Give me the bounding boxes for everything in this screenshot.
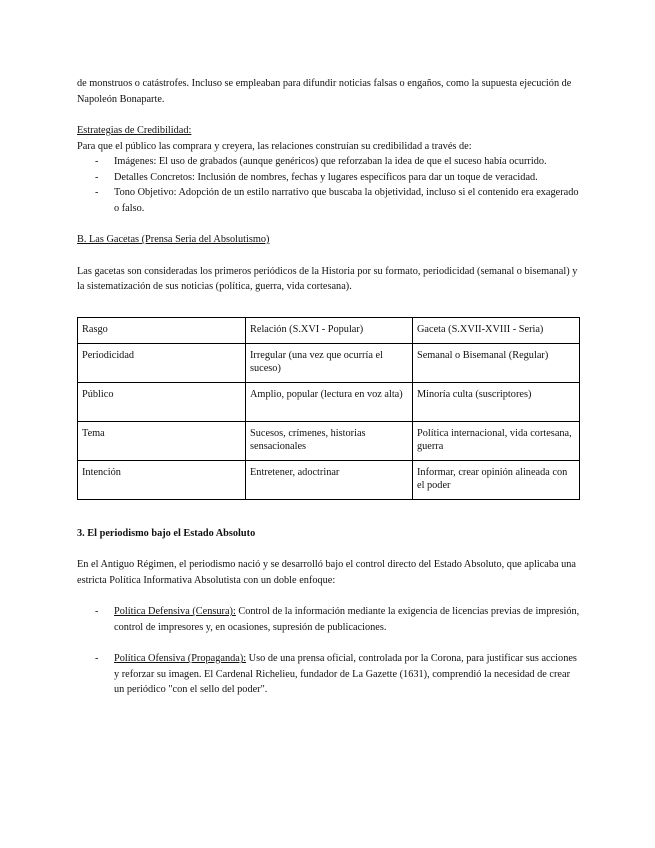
table-cell: Intención [78, 460, 246, 499]
list-item: - Política Ofensiva (Propaganda): Uso de una prensa oficial, controlada por la Corona, para justificar sus acciones y reforzar su imagen. El Cardenal Richelieu, fundador de La Gazette (1631), comprendió la necesidad de crear un periódico "con el sello del poder". [95, 653, 577, 695]
list-item: - Política Defensiva (Censura): Control de la información mediante la exigencia de licencias previas de impresión, control de impresores y, en ocasiones, supresión de publicaciones. [95, 606, 580, 633]
table-cell: Política internacional, vida cortesana, guerra [413, 421, 580, 460]
credibility-heading: Estrategias de Credibilidad: [77, 125, 192, 136]
table-cell: Entretener, adoctrinar [246, 460, 413, 499]
section-3-paragraph: En el Antiguo Régimen, el periodismo nació y se desarrolló bajo el control directo del Estado Absoluto, que aplicaba una estricta Política Informativa Absolutista con un doble enfoque: [77, 559, 576, 586]
table-header-cell: Gaceta (S.XVII-XVIII - Seria) [413, 317, 580, 343]
credibility-list [77, 154, 580, 216]
comparison-table [77, 317, 580, 500]
table-cell: Periodicidad [78, 343, 246, 382]
policy-list [77, 604, 580, 698]
table-header-row [78, 317, 580, 343]
table-row [78, 421, 580, 460]
document-page [77, 76, 580, 698]
credibility-lead: Para que el público las comprara y creyera, las relaciones construían su credibilidad a través de: [77, 140, 472, 152]
intro-continuation: de monstruos o catástrofes. Incluso se empleaban para difundir noticias falsas o engaños, como la supuesta ejecución de Napoleón Bonaparte. [77, 78, 572, 105]
table-header-cell: Relación (S.XVI - Popular) [246, 317, 413, 343]
table-cell: Público [78, 382, 246, 421]
table-row [78, 460, 580, 499]
table-row [78, 343, 580, 382]
table-cell: Sucesos, crímenes, historias sensacionales [246, 421, 413, 460]
table-header-cell: Rasgo [78, 317, 246, 343]
table-cell: Amplio, popular (lectura en voz alta) [246, 382, 413, 421]
gacetas-heading: B. Las Gacetas (Prensa Seria del Absolutismo) [77, 234, 270, 245]
gacetas-paragraph: Las gacetas son consideradas los primeros periódicos de la Historia por su formato, periodicidad (semanal o bisemanal) y la sistematización de sus noticias (política, guerra, vida cortesana). [77, 265, 578, 292]
table-cell: Irregular (una vez que ocurría el suceso) [246, 343, 413, 382]
policy-label: Política Defensiva (Censura): [114, 606, 236, 617]
section-3-heading: 3. El periodismo bajo el Estado Absoluto [77, 527, 256, 539]
table-cell: Minoría culta (suscriptores) [413, 382, 580, 421]
table-row [78, 382, 580, 421]
policy-label: Política Ofensiva (Propaganda): [114, 653, 247, 664]
table-cell: Informar, crear opinión alineada con el poder [413, 460, 580, 499]
table-cell: Semanal o Bisemanal (Regular) [413, 343, 580, 382]
table-cell: Tema [78, 421, 246, 460]
list-item: - Tono Objetivo: Adopción de un estilo narrativo que buscaba la objetividad, incluso si el contenido era exagerado o falso. [95, 187, 579, 214]
list-item: - Imágenes: El uso de grabados (aunque genéricos) que reforzaban la idea de que el suceso había ocurrido. [95, 156, 547, 167]
list-item: - Detalles Concretos: Inclusión de nombres, fechas y lugares específicos para dar un toque de veracidad. [95, 171, 538, 183]
